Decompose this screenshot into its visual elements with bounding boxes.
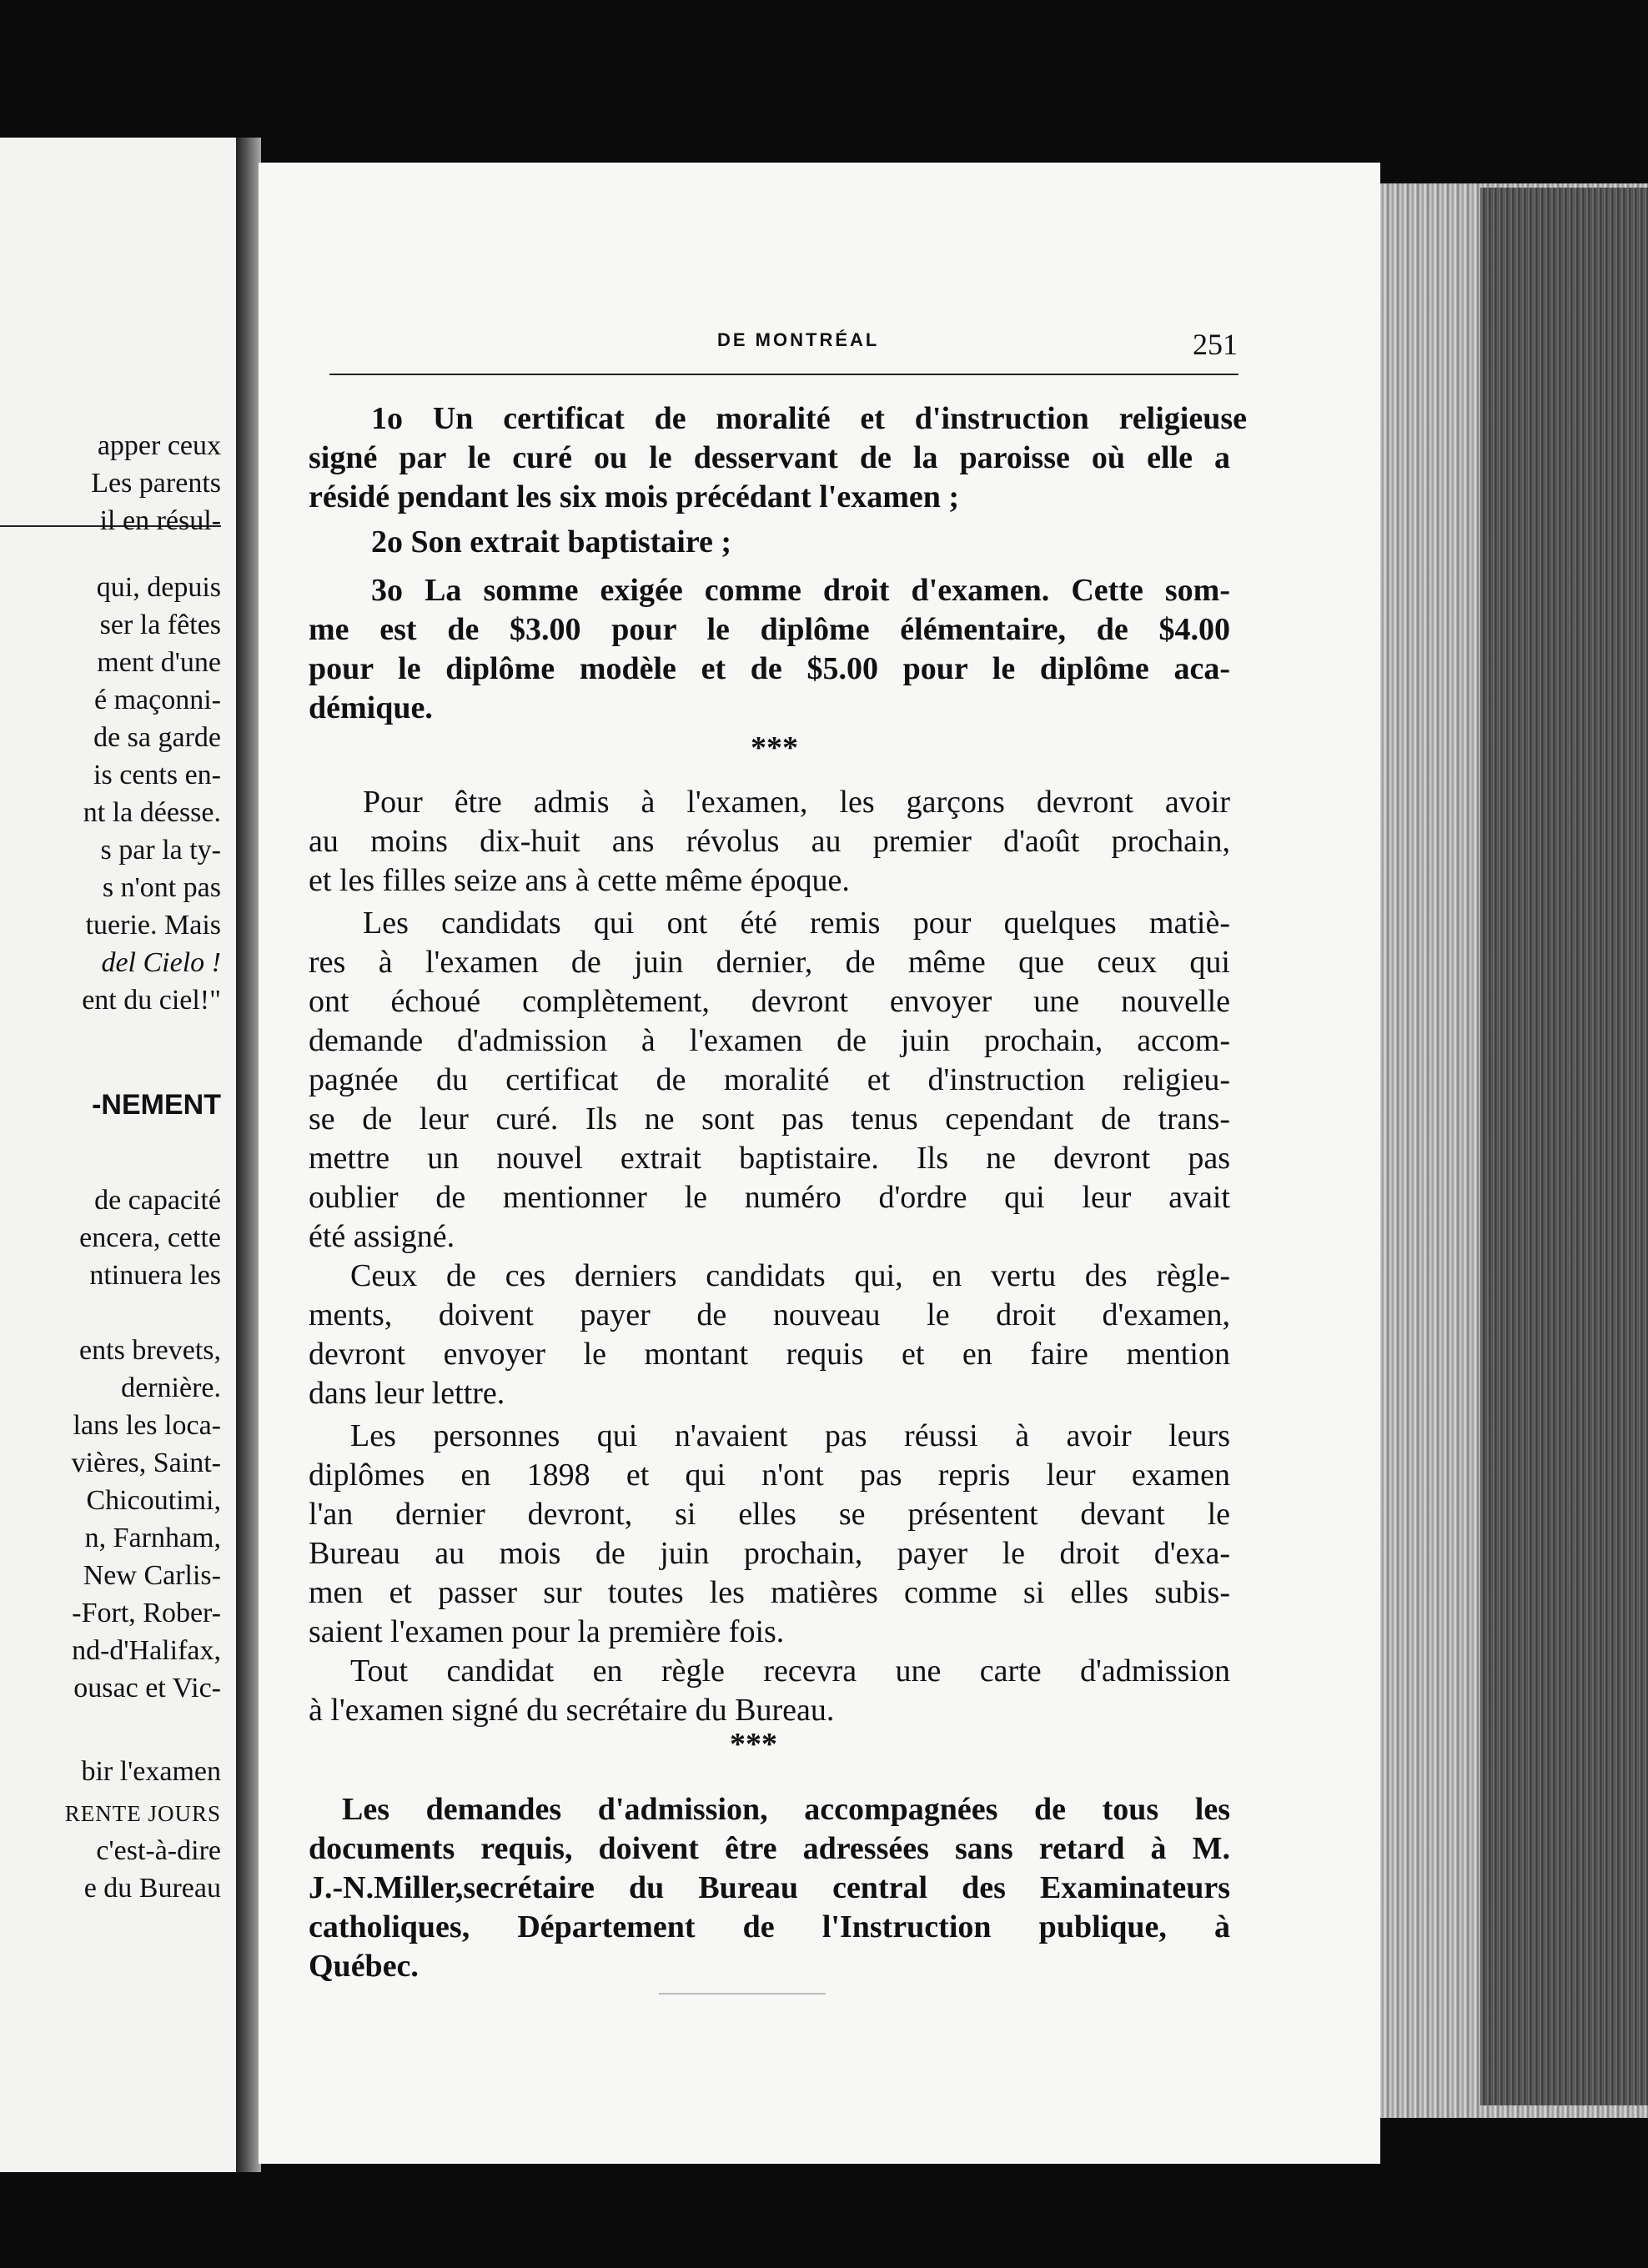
left-line: c'est-à-dire (96, 1835, 221, 1866)
text-line: Tout candidat en règle recevra une carte d'admission (350, 1653, 1230, 1688)
text-line: au moins dix-huit ans révolus au premier d'août prochain, (309, 824, 1230, 859)
left-line: New Carlis- (83, 1560, 221, 1591)
left-line: ent du ciel!" (82, 985, 221, 1016)
left-line: s n'ont pas (102, 872, 221, 903)
left-line: nd-d'Halifax, (72, 1635, 221, 1666)
text-line: saient l'examen pour la première fois. (309, 1614, 785, 1649)
left-line: dernière. (121, 1372, 221, 1403)
text-line: 2o Son extrait baptistaire ; (371, 524, 732, 559)
text-line: 3o La somme exigée comme droit d'examen. Cette som- (371, 573, 1230, 608)
text-line: Bureau au mois de juin prochain, payer le droit d'exa- (309, 1536, 1230, 1571)
left-line: ment d'une (97, 647, 221, 678)
text-line: mettre un nouvel extrait baptistaire. Ils ne devront pas (309, 1141, 1230, 1176)
text-line: l'an dernier devront, si elles se présentent devant le (309, 1497, 1230, 1532)
page-number: 251 (1193, 328, 1238, 361)
section-separator: *** (730, 1727, 777, 1762)
text-line: pagnée du certificat de moralité et d'instruction religieu- (309, 1062, 1230, 1097)
left-line: tuerie. Mais (85, 910, 221, 941)
text-line: pour le diplôme modèle et de $5.00 pour le diplôme aca- (309, 651, 1230, 686)
text-line: Les personnes qui n'avaient pas réussi à avoir leurs (350, 1418, 1230, 1453)
left-line: ousac et Vic- (73, 1673, 221, 1704)
text-line: Les candidats qui ont été remis pour quelques matiè- (363, 906, 1230, 941)
header-rule (329, 374, 1239, 375)
text-line: résidé pendant les six mois précédant l'examen ; (309, 479, 960, 514)
text-line: à l'examen signé du secrétaire du Bureau. (309, 1693, 835, 1728)
running-head: DE MONTRÉAL (717, 329, 880, 350)
left-line: de capacité (94, 1185, 221, 1216)
left-line: il en résul- (99, 505, 221, 536)
left-line: apper ceux (97, 430, 221, 461)
left-line: Les parents (91, 468, 221, 499)
left-line: s par la ty- (100, 835, 221, 866)
left-page-fragment (0, 138, 238, 2172)
text-line: me est de $3.00 pour le diplôme élémentaire, de $4.00 (309, 612, 1230, 647)
left-line: lans les loca- (73, 1410, 221, 1441)
text-line: catholiques, Département de l'Instruction publique, à (309, 1909, 1230, 1944)
book-page-edges-dark (1480, 188, 1648, 2105)
left-line: n, Farnham, (84, 1523, 221, 1553)
left-section-heading: -NEMENT (92, 1089, 221, 1121)
text-line: oublier de mentionner le numéro d'ordre qui leur avait (309, 1180, 1230, 1215)
left-line: e du Bureau (83, 1873, 221, 1904)
text-line: men et passer sur toutes les matières comme si elles subis- (309, 1575, 1230, 1610)
text-line: diplômes en 1898 et qui n'ont pas repris leur examen (309, 1458, 1230, 1493)
left-line: ntinuera les (89, 1260, 221, 1291)
left-line: RENTE JOURS (64, 1801, 221, 1826)
left-line: é maçonni- (94, 685, 221, 715)
text-line: démique. (309, 690, 433, 725)
text-line: demande d'admission à l'examen de juin prochain, accom- (309, 1023, 1230, 1058)
text-line: ments, doivent payer de nouveau le droit d'examen, (309, 1297, 1230, 1332)
left-line: de sa garde (93, 722, 221, 753)
left-line: -Fort, Rober- (72, 1598, 221, 1628)
text-line: été assigné. (309, 1219, 455, 1254)
text-line: signé par le curé ou le desservant de la paroisse où elle a (309, 440, 1230, 475)
text-line: J.-N.Miller,secrétaire du Bureau central des Examinateurs (309, 1870, 1230, 1905)
bottom-rule (659, 1993, 826, 1995)
left-line: qui, depuis (96, 572, 221, 603)
left-line: vières, Saint- (71, 1448, 221, 1478)
text-line: Québec. (309, 1949, 419, 1984)
left-line: is cents en- (93, 760, 221, 790)
left-line: bir l'examen (81, 1756, 221, 1787)
text-line: Ceux de ces derniers candidats qui, en vertu des règle- (350, 1258, 1230, 1293)
text-line: et les filles seize ans à cette même époque. (309, 863, 850, 898)
text-line: se de leur curé. Ils ne sont pas tenus cependant de trans- (309, 1101, 1230, 1137)
left-line: Chicoutimi, (86, 1485, 221, 1516)
text-line: documents requis, doivent être adressées sans retard à M. (309, 1831, 1230, 1866)
left-line: encera, cette (79, 1222, 221, 1253)
text-line: devront envoyer le montant requis et en faire mention (309, 1337, 1230, 1372)
section-separator: *** (751, 730, 798, 765)
text-line: ont échoué complètement, devront envoyer une nouvelle (309, 984, 1230, 1019)
text-line: Pour être admis à l'examen, les garçons devront avoir (363, 785, 1230, 820)
text-line: 1o Un certificat de moralité et d'instruction religieuse (371, 401, 1247, 436)
left-line: ser la fêtes (99, 610, 221, 640)
text-line: Les demandes d'admission, accompagnées de tous les (342, 1792, 1230, 1827)
text-line: dans leur lettre. (309, 1376, 505, 1411)
text-line: res à l'examen de juin dernier, de même que ceux qui (309, 945, 1230, 980)
book-gutter (236, 138, 261, 2172)
left-line: ents brevets, (79, 1335, 221, 1366)
left-line: del Cielo ! (101, 947, 221, 978)
left-line: nt la déesse. (83, 797, 221, 828)
